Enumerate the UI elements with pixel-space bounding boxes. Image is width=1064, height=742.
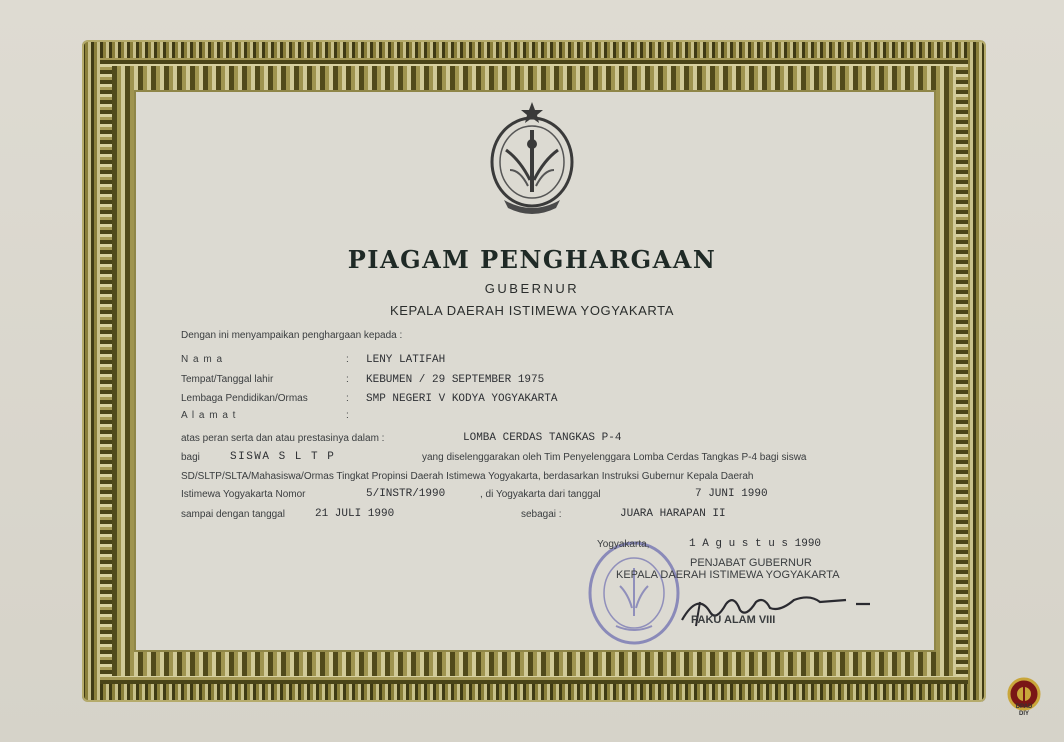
body-line5-mid: sebagai : bbox=[521, 509, 562, 520]
field-label-address: A l a m a t bbox=[181, 410, 237, 421]
body-line1-value: LOMBA CERDAS TANGKAS P-4 bbox=[463, 432, 622, 444]
signoff-date: 1 A g u s t u s 1990 bbox=[689, 538, 822, 550]
body-line5-date: 21 JULI 1990 bbox=[315, 508, 395, 520]
yogyakarta-emblem-icon bbox=[486, 100, 578, 218]
intro-text: Dengan ini menyampaikan penghargaan kepada : bbox=[181, 330, 403, 341]
body-line3: SD/SLTP/SLTA/Mahasiswa/Ormas Tingkat Propinsi Daerah Istimewa Yogyakarta, berdasarkan Instruksi Gubernur Kepala Daerah bbox=[181, 471, 754, 482]
body-line2-rest: yang diselenggarakan oleh Tim Penyelenggara Lomba Cerdas Tangkas P-4 bagi siswa bbox=[422, 452, 807, 463]
signoff-name: PAKU ALAM VIII bbox=[691, 614, 776, 626]
certificate-subtitle-gubernur: GUBERNUR bbox=[484, 281, 580, 296]
certificate-title: PIAGAM PENGHARGAAN bbox=[347, 245, 717, 274]
field-label-birth: Tempat/Tanggal lahir bbox=[181, 374, 274, 385]
field-colon-school: : bbox=[346, 393, 349, 404]
field-value-name: LENY LATIFAH bbox=[366, 354, 446, 366]
signoff-role1: PENJABAT GUBERNUR bbox=[690, 557, 812, 569]
field-colon-name: : bbox=[346, 354, 349, 365]
field-value-school: SMP NEGERI V KODYA YOGYAKARTA bbox=[366, 393, 558, 405]
body-line5-value: JUARA HARAPAN II bbox=[620, 508, 726, 520]
field-label-name: N a m a bbox=[181, 354, 224, 365]
field-value-birth: KEBUMEN / 29 SEPTEMBER 1975 bbox=[366, 374, 545, 386]
body-line4-date: 7 JUNI 1990 bbox=[695, 488, 768, 500]
certificate-subtitle-region: KEPALA DAERAH ISTIMEWA YOGYAKARTA bbox=[390, 303, 674, 318]
signoff-role2: KEPALA DAERAH ISTIMEWA YOGYAKARTA bbox=[616, 569, 840, 581]
dpad-diy-logo-text: DPAD DIY bbox=[1015, 704, 1033, 717]
body-line4-prefix: Istimewa Yogyakarta Nomor bbox=[181, 489, 306, 500]
body-line2-value: SISWA S L T P bbox=[230, 451, 336, 463]
field-colon-birth: : bbox=[346, 374, 349, 385]
field-colon-address: : bbox=[346, 410, 349, 421]
signoff-place: Yogyakarta, bbox=[597, 539, 650, 550]
body-line4-number: 5/INSTR/1990 bbox=[366, 488, 446, 500]
body-line2-prefix: bagi bbox=[181, 452, 200, 463]
body-line5-prefix: sampai dengan tanggal bbox=[181, 509, 285, 520]
body-line1-label: atas peran serta dan atau prestasinya dalam : bbox=[181, 433, 385, 444]
official-stamp-icon bbox=[586, 538, 682, 648]
body-line4-mid: , di Yogyakarta dari tanggal bbox=[480, 489, 601, 500]
field-label-school: Lembaga Pendidikan/Ormas bbox=[181, 393, 308, 404]
